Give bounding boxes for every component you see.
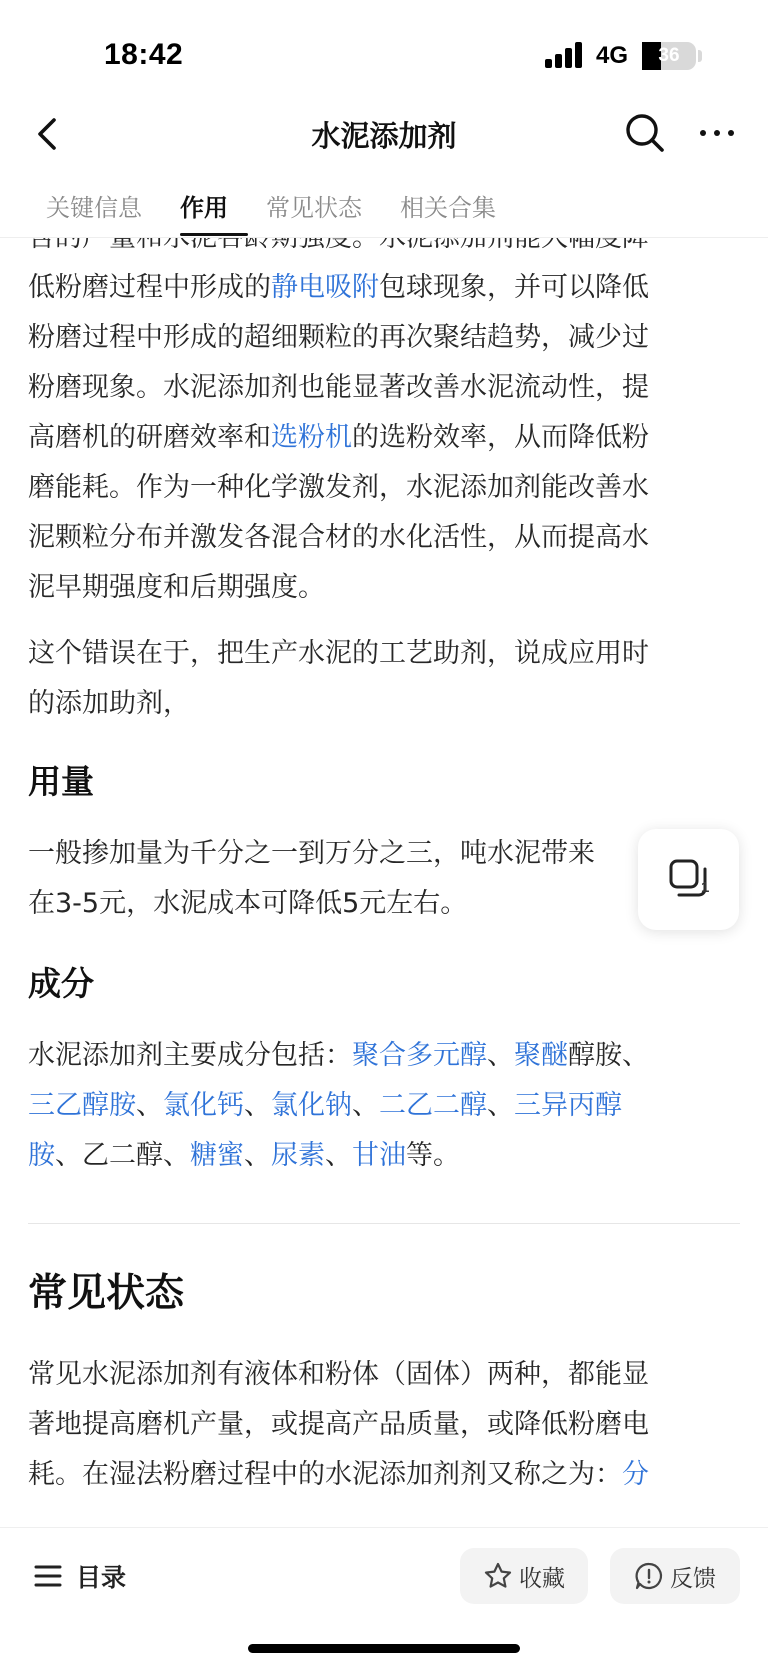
text-line: 在3-5元，水泥成本可降低5元左右。 [28, 888, 468, 919]
favorite-button[interactable] [460, 1548, 588, 1604]
search-icon [622, 110, 668, 156]
status-bar [0, 0, 768, 108]
nav-bar [0, 100, 768, 170]
star-icon [483, 1561, 513, 1591]
text-run: 、 [244, 1090, 271, 1121]
text-line: 泥早期强度和后期强度。 [28, 572, 325, 603]
link-urea[interactable]: 尿素 [271, 1140, 325, 1171]
link-powder-separator[interactable]: 选粉机 [271, 422, 352, 453]
text-run: 等。 [406, 1140, 460, 1171]
feedback-icon [634, 1561, 664, 1591]
floating-collection-button[interactable] [638, 829, 739, 930]
text-line [28, 1081, 712, 1131]
tab-function-label: 作用 [180, 194, 228, 222]
tab-common-states[interactable]: 常见状态 [266, 194, 362, 222]
link-dispersant[interactable]: 分 [622, 1459, 649, 1490]
page-title: 水泥添加剂 [311, 119, 457, 153]
tab-function[interactable] [180, 188, 228, 223]
text-run: 、 [487, 1090, 514, 1121]
search-button[interactable] [622, 110, 668, 156]
link-triisopropanolamine[interactable]: 三异丙醇 [514, 1090, 622, 1121]
favorite-label: 收藏 [519, 1565, 565, 1592]
link-triethanolamine[interactable]: 三乙醇胺 [28, 1090, 136, 1121]
common-states-paragraph [0, 1350, 740, 1500]
text-line: 磨能耗。作为一种化学激发剂，水泥添加剂能改善水 [28, 472, 649, 503]
error-note-paragraph [0, 629, 740, 729]
feedback-label: 反馈 [670, 1565, 716, 1592]
battery-level: 36 [658, 45, 680, 66]
text-run: 醇胺、 [568, 1040, 649, 1071]
text-run: 、 [352, 1090, 379, 1121]
link-electrostatic-adsorption[interactable]: 静电吸附 [271, 272, 379, 303]
section-divider [28, 1223, 740, 1224]
battery-icon [642, 42, 696, 70]
tab-bar [0, 178, 768, 238]
text-run: 、 [325, 1140, 352, 1171]
link-diethylene-glycol[interactable]: 二乙二醇 [379, 1090, 487, 1121]
usage-heading: 用量 [28, 762, 94, 801]
text-run: 、 [487, 1040, 514, 1071]
text-run: 、乙二醇、 [55, 1140, 190, 1171]
text-line [28, 263, 712, 313]
text-run: 水泥添加剂主要成分包括： [28, 1040, 352, 1071]
composition-paragraph [0, 1031, 740, 1181]
text-run: 、 [244, 1140, 271, 1171]
text-line: 粉磨现象。水泥添加剂也能显著改善水泥流动性，提 [28, 372, 649, 403]
text-line [28, 1131, 712, 1181]
text-run: 低粉磨过程中形成的 [28, 272, 271, 303]
status-time: 18:42 [104, 38, 184, 71]
common-states-heading: 常见状态 [28, 1271, 185, 1316]
link-polyether[interactable]: 聚醚 [514, 1040, 568, 1071]
function-paragraph [0, 213, 740, 613]
text-line [28, 1031, 712, 1081]
link-polyol[interactable]: 聚合多元醇 [352, 1040, 487, 1071]
link-molasses[interactable]: 糖蜜 [190, 1140, 244, 1171]
active-tab-underline [180, 233, 248, 236]
text-run: 包球现象，并可以降低 [379, 272, 649, 303]
text-run: 高磨机的研磨效率和 [28, 422, 271, 453]
link-triisopropanolamine-end[interactable]: 胺 [28, 1140, 55, 1171]
cellular-signal-icon [545, 42, 585, 68]
link-calcium-chloride[interactable]: 氯化钙 [163, 1090, 244, 1121]
text-line: 泥颗粒分布并激发各混合材的水化活性，从而提高水 [28, 522, 649, 553]
text-line [28, 413, 712, 463]
bottom-bar [0, 1527, 768, 1669]
link-glycerol[interactable]: 甘油 [352, 1140, 406, 1171]
text-line: 著地提高磨机产量，或提高产品质量，或降低粉磨电 [28, 1409, 649, 1440]
menu-lines-icon [34, 1563, 62, 1589]
usage-paragraph [0, 829, 740, 929]
tab-related-collections[interactable]: 相关合集 [400, 194, 496, 222]
home-indicator [248, 1644, 520, 1653]
text-line: 常见水泥添加剂有液体和粉体（固体）两种，都能显 [28, 1359, 649, 1390]
battery-tip [698, 50, 702, 62]
tab-key-info[interactable]: 关键信息 [46, 194, 142, 222]
text-run: 、 [136, 1090, 163, 1121]
feedback-button[interactable] [610, 1548, 740, 1604]
text-line [28, 1450, 712, 1500]
text-run: 的选粉效率，从而降低粉 [352, 422, 649, 453]
text-line: 粉磨过程中形成的超细颗粒的再次聚结趋势，减少过 [28, 322, 649, 353]
text-line: 一般掺加量为千分之一到万分之三，吨水泥带来 [28, 838, 595, 869]
more-button[interactable] [694, 110, 740, 156]
text-line: 的添加助剂， [28, 688, 190, 719]
network-type: 4G [596, 42, 629, 69]
text-line: 这个错误在于，把生产水泥的工艺助剂，说成应用时 [28, 638, 649, 669]
toc-button[interactable] [34, 1550, 126, 1602]
collection-count: 1 [701, 879, 710, 896]
toc-label: 目录 [76, 1563, 127, 1592]
text-run: 耗。在湿法粉磨过程中的水泥添加剂剂又称之为： [28, 1459, 622, 1490]
link-sodium-chloride[interactable]: 氯化钠 [271, 1090, 352, 1121]
more-dots-icon [694, 110, 740, 156]
composition-heading: 成分 [28, 964, 94, 1003]
